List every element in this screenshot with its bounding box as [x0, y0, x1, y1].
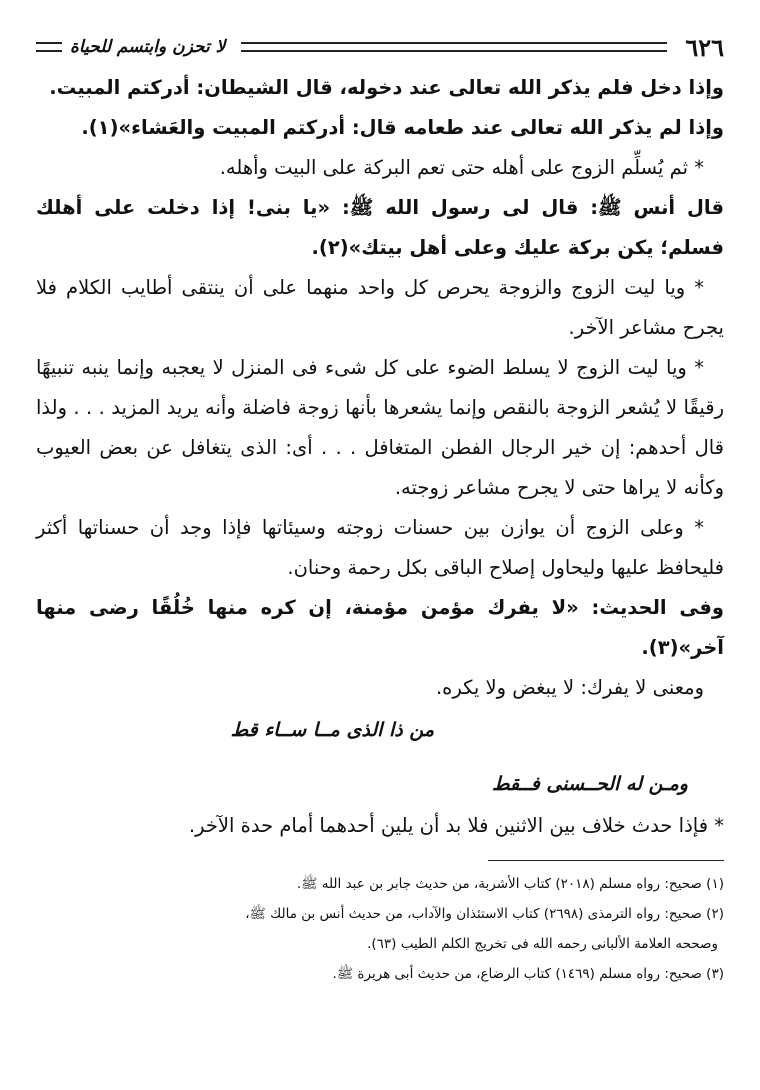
footnote-3: (٣) صحيح: رواه مسلم (١٤٦٩) كتاب الرضاع، من حديث أبى هريرة ﷺ.	[332, 966, 724, 982]
book-page	[36, 30, 724, 1030]
paragraph-4: قال أنس ﷺ: قال لى رسول الله ﷺ: «يا بنى! إذا دخلت على أهلك فسلم؛ يكن بركة عليك وعلى أهل بيتك»(٢).	[36, 196, 724, 259]
page-number: ٦٢٦	[685, 32, 724, 62]
paragraph-6: * ويا ليت الزوج لا يسلط الضوء على كل شىء فى المنزل لا يعجبه وإنما ينبه تنبيهًا رقيقًا لا يُشعر الزوجة بالنقص وإنما يشعرها بأنها زوجة فاضلة وأنه يريد المزيد . . . ولذا قال أحدهم: إن خير الرجال الفطن المتغافل . . . أى: الذى يتغافل عن بعض العيوب وكأنه لا يراها حتى لا يجرح مشاعر زوجته.	[36, 356, 724, 499]
paragraph-3: * ثم يُسلِّم الزوج على أهله حتى تعم البركة على البيت وأهله.	[219, 156, 704, 179]
poetry-verse-2: ومـن له الحــسنى فــقط	[491, 773, 688, 795]
paragraph-2: وإذا لم يذكر الله تعالى عند طعامه قال: أدركتم المبيت والعَشاء»(١).	[81, 116, 724, 139]
footnote-2: (٢) صحيح: رواه الترمذى (٢٦٩٨) كتاب الاستئذان والآداب، من حديث أنس بن مالك ﷺ،	[245, 906, 724, 922]
running-title: لا تحزن وابتسم للحياة	[70, 37, 226, 57]
poetry-verse-1: من ذا الذى مــا ســاء قط	[230, 719, 434, 741]
footnote-2-continued: وصححه العلامة الألبانى رحمه الله فى تخريج الكلم الطيب (٦٣).	[367, 936, 718, 952]
paragraph-9: ومعنى لا يفرك: لا يبغض ولا يكره.	[435, 676, 704, 699]
paragraph-5: * ويا ليت الزوج والزوجة يحرص كل واحد منهما على أن ينتقى أطايب الكلام فلا يجرح مشاعر الآخر.	[36, 276, 724, 339]
footnote-1: (١) صحيح: رواه مسلم (٢٠١٨) كتاب الأشربة، من حديث جابر بن عبد الله ﷺ.	[296, 876, 724, 892]
header-rule	[241, 42, 667, 52]
paragraph-8: وفى الحديث: «لا يفرك مؤمن مؤمنة، إن كره منها خُلُقًا رضى منها آخر»(٣).	[36, 596, 724, 659]
paragraph-7: * وعلى الزوج أن يوازن بين حسنات زوجته وسيئاتها فإذا وجد أن حسناتها أكثر فليحافظ عليها وليحاول إصلاح الباقى بكل رحمة وحنان.	[36, 516, 724, 579]
header-rule-short	[36, 42, 62, 52]
footnote-divider	[488, 860, 724, 861]
main-text	[36, 68, 724, 989]
paragraph-10: * فإذا حدث خلاف بين الاثنين فلا بد أن يلين أحدهما أمام حدة الآخر.	[188, 814, 724, 837]
paragraph-1: وإذا دخل فلم يذكر الله تعالى عند دخوله، قال الشيطان: أدركتم المبيت.	[49, 76, 724, 99]
page-header	[36, 30, 724, 64]
